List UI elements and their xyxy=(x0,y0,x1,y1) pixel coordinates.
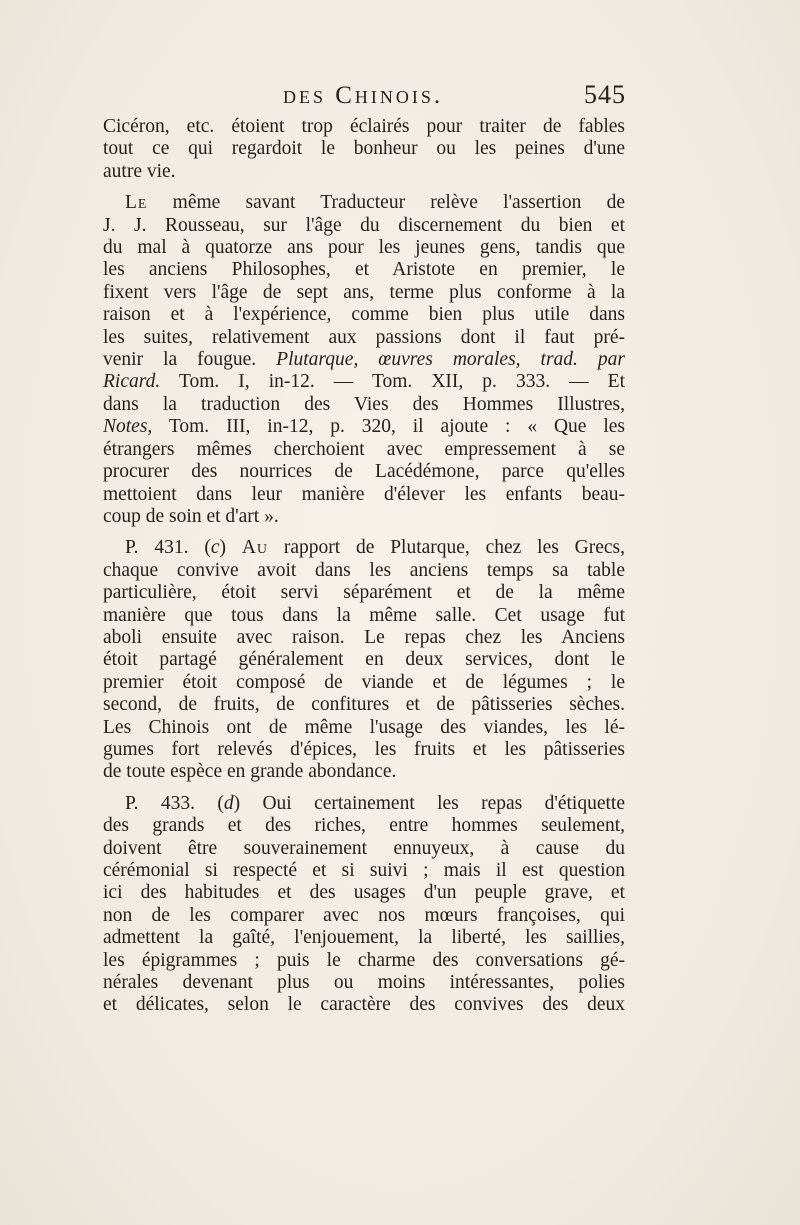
text-line: Cicéron, etc. étoient trop éclairés pour traiter de fables xyxy=(103,116,625,137)
text-line: autre vie. xyxy=(103,160,176,182)
text-fragment: rapport de Plutarque, chez les Grecs, xyxy=(268,537,625,559)
text-fragment: Oui certainement les repas d'étiquette xyxy=(262,792,625,814)
text-line: aboli ensuite avec raison. Le repas chez les Anciens xyxy=(103,626,625,648)
text-line: procurer des nourrices de Lacédémone, parce qu'elles xyxy=(103,461,625,483)
text-line: J. J. Rousseau, sur l'âge du discernement du bien et xyxy=(103,214,625,236)
text-line: étrangers mêmes cherchoient avec empressement à se xyxy=(103,438,625,460)
text-line: étoit partagé généralement en deux services, dont le xyxy=(103,649,625,671)
text-line: doivent être souverainement ennuyeux, à cause du xyxy=(103,837,625,859)
text-line: tout ce qui regardoit le bonheur ou les peines d'une xyxy=(103,138,625,160)
text-line: dans la traduction des Vies des Hommes Illustres, xyxy=(103,393,625,415)
text-line: les suites, relativement aux passions dont il faut pré- xyxy=(103,326,625,348)
text-line xyxy=(103,537,625,559)
text-line: second, de fruits, de confitures et de pâtisseries sèches. xyxy=(103,694,625,716)
text-fragment: même savant Traducteur relève l'assertion de xyxy=(147,192,625,214)
text-line: nérales devenant plus ou moins intéressantes, polies xyxy=(103,972,625,994)
paragraph-3 xyxy=(103,537,625,783)
text-line: manière que tous dans la même salle. Cet usage fut xyxy=(103,604,625,626)
running-head xyxy=(283,80,626,116)
paragraph-4 xyxy=(103,793,625,1017)
paragraph-1 xyxy=(103,116,625,183)
text-line xyxy=(103,192,625,214)
text-line: et délicates, selon le caractère des convives des deux xyxy=(103,994,625,1016)
text-line: coup de soin et d'art ». xyxy=(103,505,279,527)
page-reference-end: ) xyxy=(219,537,242,559)
lead-word: Au xyxy=(241,537,269,559)
text-line xyxy=(103,371,625,393)
citation-title: Plutarque, œuvres morales, trad. par xyxy=(276,349,626,371)
page-reference: P. 431. ( xyxy=(125,537,211,559)
text-line: raison et à l'expérience, comme bien plus utile dans xyxy=(103,304,625,326)
paragraph-2 xyxy=(103,192,625,528)
text-line: Les Chinois ont de même l'usage des viandes, les lé- xyxy=(103,716,625,738)
text-line: ici des habitudes et des usages d'un peuple grave, et xyxy=(103,882,625,904)
text-line: chaque convive avoit dans les anciens temps sa table xyxy=(103,559,625,581)
text-line: les épigrammes ; puis le charme des conversations gé- xyxy=(103,949,625,971)
page-number: 545 xyxy=(584,80,626,109)
text-line: premier étoit composé de viande et de légumes ; le xyxy=(103,671,625,693)
text-line xyxy=(103,349,625,371)
text-fragment: Tom. III, in-12, p. 320, il ajoute : « Que les xyxy=(152,416,625,438)
text-line: fixent vers l'âge de sept ans, terme plus conforme à la xyxy=(103,281,625,303)
text-line xyxy=(103,416,625,438)
text-line: les anciens Philosophes, et Aristote en premier, le xyxy=(103,259,625,281)
note-letter: c xyxy=(210,537,220,559)
text-line: admettent la gaîté, l'enjouement, la liberté, les saillies, xyxy=(103,927,625,949)
page-reference-end: ) xyxy=(233,792,263,814)
text-line: de toute espèce en grande abondance. xyxy=(103,761,397,783)
text-line: mettoient dans leur manière d'élever les enfants beau- xyxy=(103,483,625,505)
text-line: non de les comparer avec nos mœurs françoises, qui xyxy=(103,904,625,926)
text-line: gumes fort relevés d'épices, les fruits et les pâtisseries xyxy=(103,738,625,760)
page-reference: P. 433. ( xyxy=(125,792,224,814)
text-line xyxy=(103,793,625,815)
lead-word: Le xyxy=(125,192,148,214)
text-line: du mal à quatorze ans pour les jeunes gens, tandis que xyxy=(103,237,625,259)
text-fragment: Tom. I, in-12. — Tom. XII, p. 333. — Et xyxy=(160,371,625,393)
citation-translator: Ricard. xyxy=(103,371,161,393)
body-text xyxy=(103,116,625,1017)
running-title: des Chinois. xyxy=(283,82,444,109)
text-line: particulière, étoit servi séparément et de la même xyxy=(103,582,625,604)
text-line: des grands et des riches, entre hommes seulement, xyxy=(103,815,625,837)
citation-notes: Notes, xyxy=(103,416,153,438)
note-letter: d xyxy=(223,792,234,814)
text-line: cérémonial si respecté et si suivi ; mais il est question xyxy=(103,860,625,881)
text-fragment: venir la fougue. xyxy=(103,349,257,371)
